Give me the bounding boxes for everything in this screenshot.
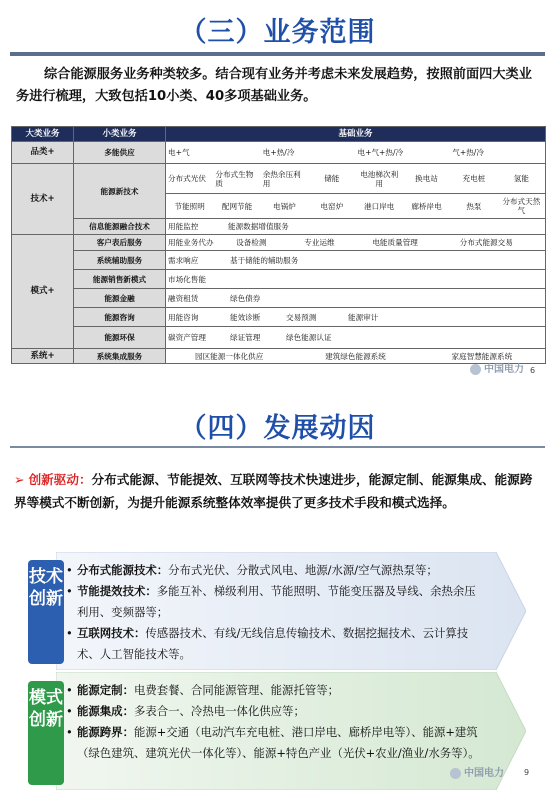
base-item: 能效诊断 [230, 312, 261, 322]
sub-category: 能源销售新模式 [74, 270, 166, 289]
sub-category: 多能供应 [74, 142, 166, 164]
list-item: • 能源集成：多表合一、冷热电一体化供应等； [66, 701, 484, 722]
sub-category: 信息能源融合技术 [74, 219, 166, 235]
table-row [12, 327, 546, 349]
table-row [12, 251, 546, 270]
base-item: 交易预测 [286, 312, 317, 322]
base-item: 能源审计 [348, 312, 379, 322]
list-item: • 分布式能源技术：分布式光伏、分散式风电、地源/水源/空气源热泵等； [66, 560, 484, 581]
table-row [12, 219, 546, 235]
mode-innovation-label: 模式创新 [28, 681, 64, 785]
base-item: 电+气+热/冷 [357, 148, 404, 157]
list-item: • 能源定制：电费套餐、合同能源管理、能源托管等； [66, 680, 484, 701]
big-category: 品类+ [12, 142, 74, 164]
base-item: 家庭智慧能源系统 [451, 351, 513, 361]
table-row [12, 142, 546, 164]
base-item: 氢能 [513, 174, 529, 183]
slide-title: （三）业务范围 [179, 17, 376, 48]
base-item: 园区能源一体化供应 [194, 351, 264, 361]
base-item: 融资租赁 [168, 293, 199, 303]
intro-paragraph: 综合能源服务业务种类较多。结合现有业务并考虑未来发展趋势，按照前面四大类业务进行梳理，大致包括10小类、40多项基础业务。 [16, 67, 532, 104]
base-item: 余热余压利用 [262, 169, 301, 188]
list-item: • 互联网技术：传感器技术、有线/无线信息传输技术、数据挖掘技术、云计算技术、人工智能技术等。 [66, 623, 484, 665]
sub-category: 能源环保 [74, 327, 166, 349]
base-item: 基于储能的辅助服务 [230, 255, 299, 265]
watermark: 中国电力 [470, 360, 524, 375]
wechat-icon [470, 364, 481, 375]
base-item: 节能照明 [174, 201, 205, 211]
header-base: 基础业务 [166, 127, 546, 142]
base-item: 电+热/冷 [262, 148, 295, 157]
base-item: 充电桩 [462, 174, 486, 183]
tech-innovation-label: 技术创新 [28, 560, 64, 664]
list-item: • 能源跨界：能源+交通（电动汽车充电桩、港口岸电、廊桥岸电等）、能源+建筑（绿色建筑、建筑光伏一体化等）、能源+特色产业（光伏+农业/渔业/水务等）。 [66, 722, 484, 764]
base-item: 分布式生物质 [215, 169, 254, 188]
table-row [12, 349, 546, 364]
base-item: 绿证管理 [230, 333, 261, 342]
base-item: 电+气 [168, 148, 190, 157]
table-row [12, 270, 546, 289]
base-item: 电窑炉 [320, 201, 344, 211]
arrow-bullet-icon: ➢ [14, 472, 25, 487]
base-item: 绿色能源认证 [286, 333, 332, 342]
base-item: 用能咨询 [168, 312, 199, 322]
base-item: 储能 [324, 174, 340, 183]
base-item: 配网节能 [221, 201, 253, 211]
big-category: 系统+ [12, 349, 74, 364]
base-item: 廊桥岸电 [411, 201, 442, 211]
base-item: 市场化售能 [168, 274, 206, 284]
sub-category: 能源咨询 [74, 308, 166, 327]
base-item: 港口岸电 [364, 201, 395, 211]
tech-innovation-band [56, 552, 526, 670]
big-category: 模式+ [12, 235, 74, 349]
big-category: 技术+ [12, 164, 74, 235]
base-item: 用能监控 [168, 222, 199, 231]
table-row [12, 308, 546, 327]
base-item: 电能质量管理 [372, 238, 418, 247]
business-table [11, 126, 546, 364]
base-item: 建筑绿色能源系统 [325, 351, 386, 361]
watermark: 中国电力 [450, 764, 504, 779]
base-item: 气+热/冷 [452, 148, 484, 157]
table-header-row [12, 127, 546, 142]
base-item: 碳资产管理 [168, 333, 206, 342]
page-number: 9 [524, 768, 530, 777]
slide-development-drivers [0, 392, 555, 800]
base-item: 电池梯次利用 [360, 169, 399, 188]
wechat-icon [450, 768, 461, 779]
tech-list [66, 560, 484, 665]
header-big: 大类业务 [12, 127, 74, 142]
table-row [12, 235, 546, 251]
base-item: 专业运维 [304, 238, 335, 247]
list-item: • 节能提效技术：多能互补、梯级利用、节能照明、节能变压器及导线、余热余压利用、变频器等； [66, 581, 484, 623]
sub-category: 能源新技术 [74, 164, 166, 219]
sub-category: 客户表后服务 [74, 235, 166, 251]
header-sub: 小类业务 [74, 127, 166, 142]
driver-text: 分布式能源、节能提效、互联网等技术快速进步，能源定制、能源集成、能源跨界等模式不断创新，为提升能源系统整体效率提供了更多技术手段和模式选择。 [14, 472, 533, 510]
mode-list [66, 680, 484, 764]
slide-business-scope [0, 0, 555, 392]
slide-title: （四）发展动因 [179, 413, 376, 444]
table-row [12, 289, 546, 308]
sub-category: 系统辅助服务 [74, 251, 166, 270]
table-row [12, 164, 546, 194]
base-item: 绿色债券 [230, 293, 261, 303]
base-item: 换电站 [415, 174, 438, 183]
base-item: 电锅炉 [273, 201, 296, 211]
base-item: 分布式能源交易 [459, 238, 513, 247]
base-item: 分布式天然气 [502, 197, 541, 215]
driver-paragraph [14, 468, 544, 514]
base-item: 分布式光伏 [168, 174, 206, 183]
page-number: 6 [530, 366, 536, 375]
base-item: 设备检测 [236, 238, 267, 247]
base-item: 能源数据增值服务 [228, 222, 289, 231]
title-divider [10, 446, 545, 448]
driver-label: 创新驱动： [28, 472, 92, 487]
base-item: 用能业务代办 [168, 238, 214, 247]
base-item: 热泵 [466, 201, 482, 211]
sub-category: 系统集成服务 [74, 349, 166, 364]
sub-category: 能源金融 [74, 289, 166, 308]
base-item: 需求响应 [168, 255, 199, 265]
